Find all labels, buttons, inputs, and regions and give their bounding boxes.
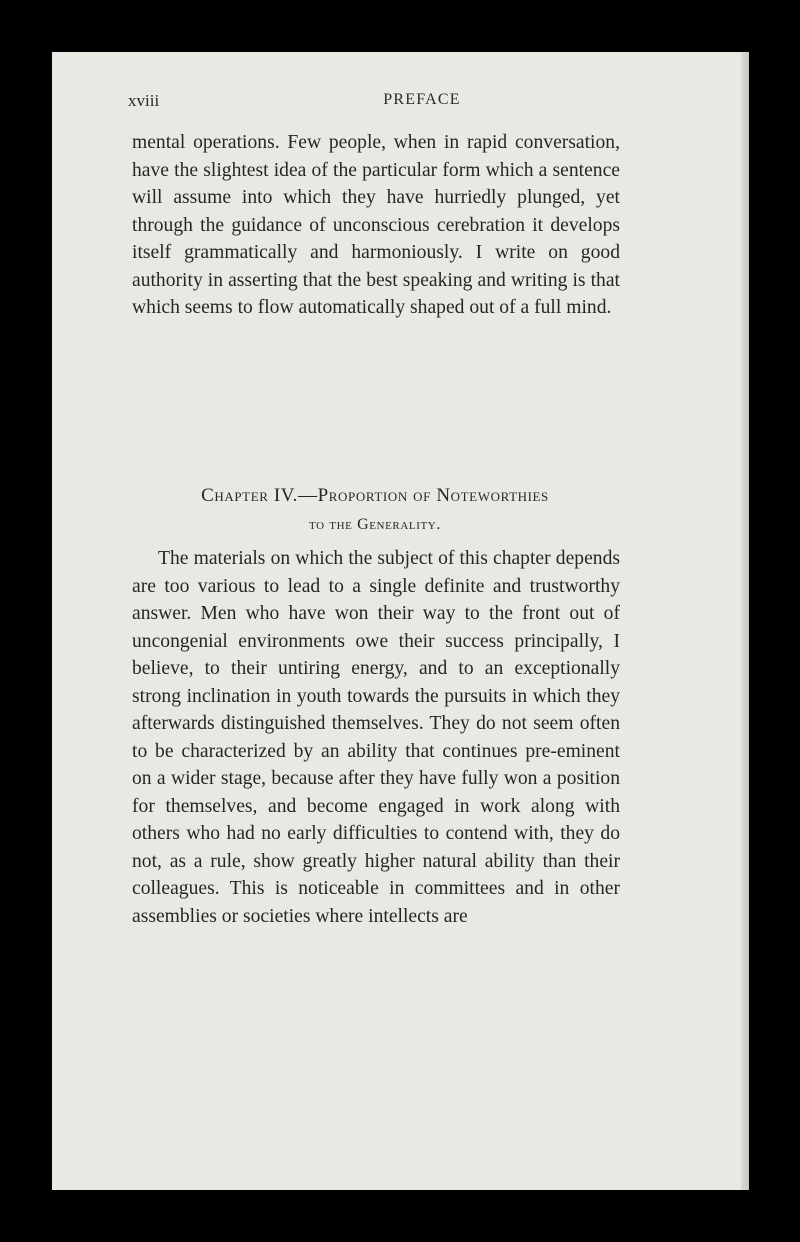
opening-paragraph-block [132,129,620,322]
page-header [128,91,716,115]
chapter-heading-line-1: Chapter IV.—Proportion of Noteworthies [201,485,549,506]
running-title: PREFACE [383,91,461,108]
chapter-paragraph-block [132,545,620,930]
page-edge [741,52,749,1190]
chapter-paragraph: The materials on which the subject of this chapter depends are too various to lead to a single definite and trustworthy answer. Men who have won their way to the front out of uncongenial environments owe their success principally, I believe, to their untiring energy, and to an exceptionally strong inclination in youth towards the pursuits in which they afterwards distinguished themselves. They do not seem often to be characterized by an ability that continues pre-eminent on a wider stage, because after they have fully won a position for themselves, and become engaged in work along with others who had no early difficulties to contend with, they do not, as a rule, show greatly higher natural ability than their colleagues. This is noticeable in committees and in other assemblies or societies where intellects are [132,548,620,927]
chapter-heading [128,481,622,539]
page-number: xviii [128,91,160,110]
opening-paragraph: mental operations. Few people, when in rapid conversation, have the slightest idea of the particular form which a sentence will assume into which they have hurriedly plunged, yet through the guidance of unconscious cerebration it develops itself grammatically and harmoniously. I write on good authority in asserting that the best speaking and writing is that which seems to flow automatically shaped out of a full mind. [132,132,620,318]
chapter-heading-line-2: to the Generality. [309,516,441,533]
